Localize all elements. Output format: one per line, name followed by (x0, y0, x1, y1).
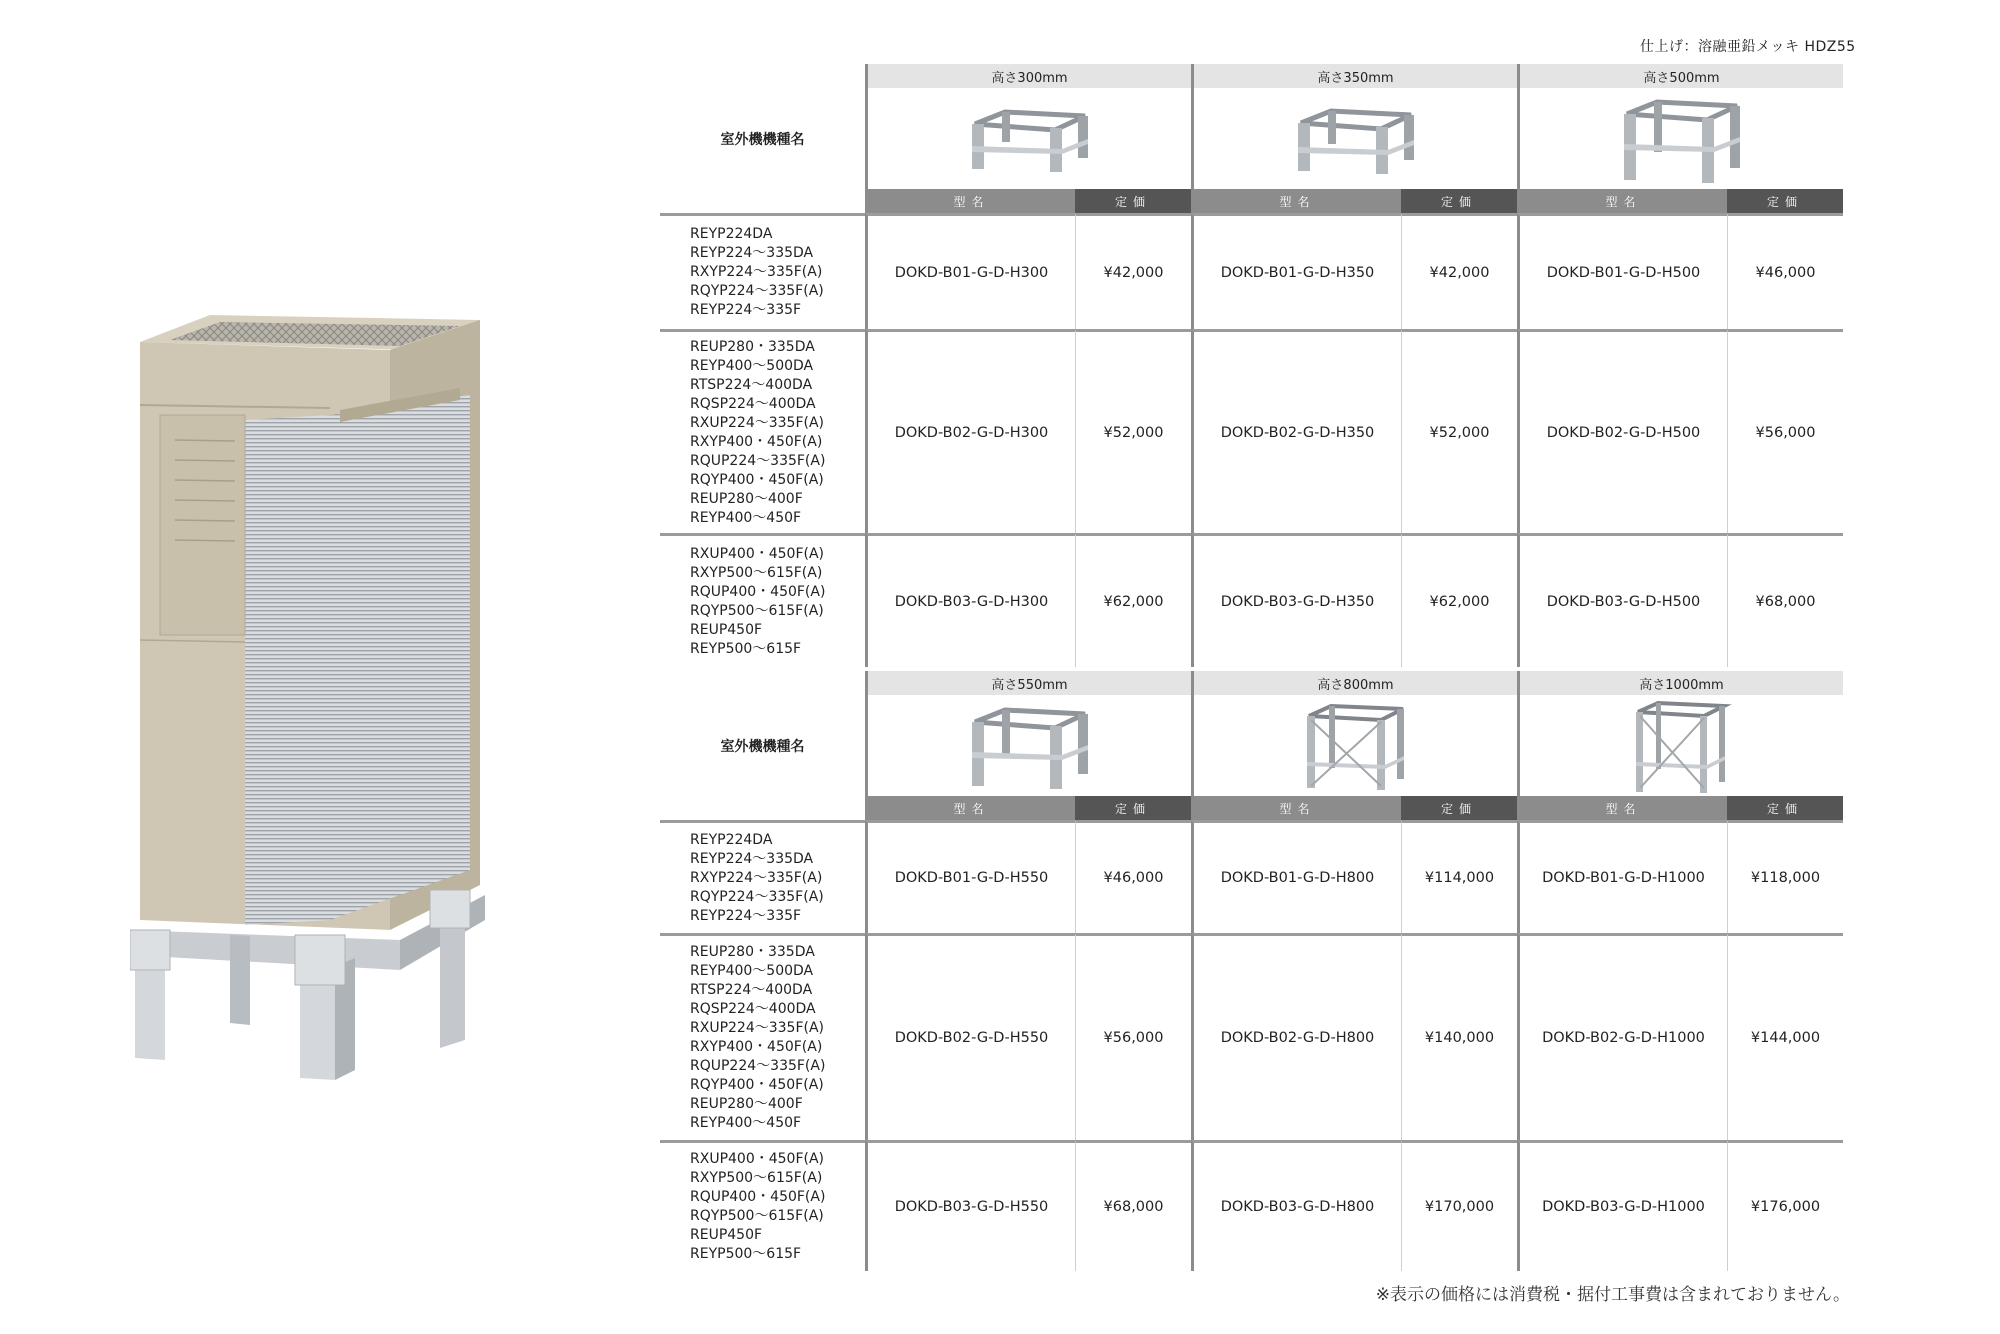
stand-model-code: DOKD-B01-G-D-H550 (865, 820, 1075, 933)
stand-model-code: DOKD-B02-G-D-H1000 (1517, 933, 1727, 1140)
model-header: 型名 (1517, 189, 1727, 213)
model-line: RXYP400・450F(A) (690, 1039, 823, 1055)
stand-model-code: DOKD-B02-G-D-H800 (1191, 933, 1401, 1140)
mid-stand-icon (960, 702, 1100, 790)
stand-model-code: DOKD-B03-G-D-H300 (865, 533, 1075, 667)
outdoor-unit-models-cell (660, 533, 865, 667)
height-header: 高さ350mm (1191, 64, 1517, 88)
stand-price: ¥56,000 (1075, 933, 1191, 1140)
stand-image-cell (1191, 88, 1517, 189)
stand-model-code: DOKD-B03-G-D-H500 (1517, 533, 1727, 667)
model-line: RXUP400・450F(A) (690, 545, 825, 562)
outdoor-unit-on-stand-image (130, 280, 580, 1080)
stand-model-code: DOKD-B03-G-D-H350 (1191, 533, 1401, 667)
model-header: 型名 (1191, 796, 1401, 820)
model-line: REYP400～450F (690, 509, 802, 526)
height-header: 高さ1000mm (1517, 671, 1843, 695)
stand-model-code: DOKD-B01-G-D-H300 (865, 213, 1075, 329)
stand-model-code: DOKD-B02-G-D-H300 (865, 329, 1075, 533)
model-line: RQYP224～335F(A) (690, 283, 824, 299)
outdoor-unit-models-cell (660, 1140, 865, 1271)
outdoor-unit-header: 室外機機種名 (720, 131, 805, 148)
model-line: REYP224～335DA (690, 245, 814, 261)
stand-price: ¥144,000 (1727, 933, 1843, 1140)
outdoor-unit-models-cell (660, 820, 865, 933)
outdoor-unit-models-cell (660, 933, 865, 1140)
model-line: RXUP400・450F(A) (690, 1151, 825, 1167)
stand-model-code: DOKD-B01-G-D-H500 (1517, 213, 1727, 329)
stand-price: ¥62,000 (1401, 533, 1517, 667)
stand-image-cell (865, 88, 1191, 189)
model-line: RQUP224～335F(A) (690, 452, 826, 469)
height-header: 高さ550mm (865, 671, 1191, 695)
stand-image-cell (1517, 695, 1843, 796)
outdoor-unit-models-cell (660, 329, 865, 533)
tall-braced-stand-icon (1301, 700, 1411, 792)
stand-price: ¥170,000 (1401, 1140, 1517, 1271)
model-line: RQSP224～400DA (690, 395, 816, 412)
price-header: 定価 (1401, 796, 1517, 820)
model-line: REUP280～400F (690, 490, 803, 507)
model-header: 型名 (1517, 796, 1727, 820)
model-line: REUP450F (690, 621, 763, 638)
price-footnote: ※表示の価格には消費税・据付工事費は含まれておりません。 (1375, 1285, 1850, 1305)
stand-price: ¥46,000 (1727, 213, 1843, 329)
model-line: REYP224～335F (690, 907, 802, 924)
model-line: RXUP224～335F(A) (690, 414, 825, 431)
stand-price: ¥52,000 (1075, 329, 1191, 533)
stand-price: ¥68,000 (1727, 533, 1843, 667)
finish-note: 仕上げ：溶融亜鉛メッキ HDZ55 (1640, 39, 1856, 55)
model-line: REYP224DA (690, 831, 773, 848)
model-line: RQSP224～400DA (690, 1001, 816, 1017)
stand-price: ¥42,000 (1075, 213, 1191, 329)
model-line: REYP500～615F (690, 640, 802, 657)
model-line: REYP224～335DA (690, 850, 814, 867)
stand-price-table-high (660, 671, 1850, 1271)
model-line: RQYP400・450F(A) (690, 1077, 824, 1093)
stand-price: ¥56,000 (1727, 329, 1843, 533)
model-line: REUP450F (690, 1227, 763, 1243)
stand-price: ¥118,000 (1727, 820, 1843, 933)
price-header: 定価 (1401, 189, 1517, 213)
model-line: REYP400～450F (690, 1115, 802, 1131)
low-stand-icon (1286, 103, 1426, 175)
mid-stand-icon (1612, 94, 1752, 184)
stand-model-code: DOKD-B02-G-D-H550 (865, 933, 1075, 1140)
model-line: RQUP224～335F(A) (690, 1058, 826, 1074)
model-line: RXUP224～335F(A) (690, 1020, 825, 1036)
stand-price: ¥114,000 (1401, 820, 1517, 933)
price-header: 定価 (1727, 796, 1843, 820)
model-header: 型名 (1191, 189, 1401, 213)
stand-image-cell (1517, 88, 1843, 189)
model-line: RXYP500～615F(A) (690, 1170, 823, 1186)
stand-image-cell (1191, 695, 1517, 796)
model-line: REYP224～335F (690, 302, 802, 318)
height-header: 高さ300mm (865, 64, 1191, 88)
model-line: RXYP400・450F(A) (690, 433, 823, 450)
stand-model-code: DOKD-B01-G-D-H800 (1191, 820, 1401, 933)
model-line: RQYP500～615F(A) (690, 1208, 824, 1224)
model-line: RXYP224～335F(A) (690, 264, 823, 280)
model-line: RQYP500～615F(A) (690, 602, 824, 619)
price-header: 定価 (1727, 189, 1843, 213)
stand-price: ¥68,000 (1075, 1140, 1191, 1271)
stand-price: ¥52,000 (1401, 329, 1517, 533)
model-line: REUP280・335DA (690, 944, 815, 960)
stand-model-code: DOKD-B03-G-D-H550 (865, 1140, 1075, 1271)
stand-price-table-low (660, 64, 1850, 667)
model-line: REUP280・335DA (690, 338, 815, 355)
stand-model-code: DOKD-B03-G-D-H1000 (1517, 1140, 1727, 1271)
model-line: REYP400～500DA (690, 357, 814, 374)
height-header: 高さ500mm (1517, 64, 1843, 88)
model-line: RXYP500～615F(A) (690, 564, 823, 581)
low-stand-icon (960, 104, 1100, 174)
height-header: 高さ800mm (1191, 671, 1517, 695)
tall-braced-stand-icon (1632, 698, 1732, 794)
outdoor-unit-models-cell (660, 213, 865, 329)
stand-model-code: DOKD-B03-G-D-H800 (1191, 1140, 1401, 1271)
stand-price: ¥140,000 (1401, 933, 1517, 1140)
price-header: 定価 (1075, 796, 1191, 820)
stand-model-code: DOKD-B01-G-D-H1000 (1517, 820, 1727, 933)
model-header: 型名 (865, 796, 1075, 820)
outdoor-unit-header: 室外機機種名 (720, 738, 805, 755)
stand-model-code: DOKD-B01-G-D-H350 (1191, 213, 1401, 329)
model-line: RQYP224～335F(A) (690, 888, 824, 905)
model-line: REYP400～500DA (690, 963, 814, 979)
stand-price: ¥176,000 (1727, 1140, 1843, 1271)
stand-price: ¥46,000 (1075, 820, 1191, 933)
stand-model-code: DOKD-B02-G-D-H350 (1191, 329, 1401, 533)
model-line: RQUP400・450F(A) (690, 1189, 826, 1205)
model-line: RXYP224～335F(A) (690, 869, 823, 886)
model-header: 型名 (865, 189, 1075, 213)
model-line: RTSP224～400DA (690, 376, 813, 393)
model-line: RQUP400・450F(A) (690, 583, 826, 600)
stand-model-code: DOKD-B02-G-D-H500 (1517, 329, 1727, 533)
model-line: REYP500～615F (690, 1246, 802, 1262)
model-line: REYP224DA (690, 226, 773, 242)
model-line: REUP280～400F (690, 1096, 803, 1112)
model-line: RQYP400・450F(A) (690, 471, 824, 488)
stand-image-cell (865, 695, 1191, 796)
stand-price: ¥62,000 (1075, 533, 1191, 667)
price-header: 定価 (1075, 189, 1191, 213)
model-line: RTSP224～400DA (690, 982, 813, 998)
stand-price: ¥42,000 (1401, 213, 1517, 329)
